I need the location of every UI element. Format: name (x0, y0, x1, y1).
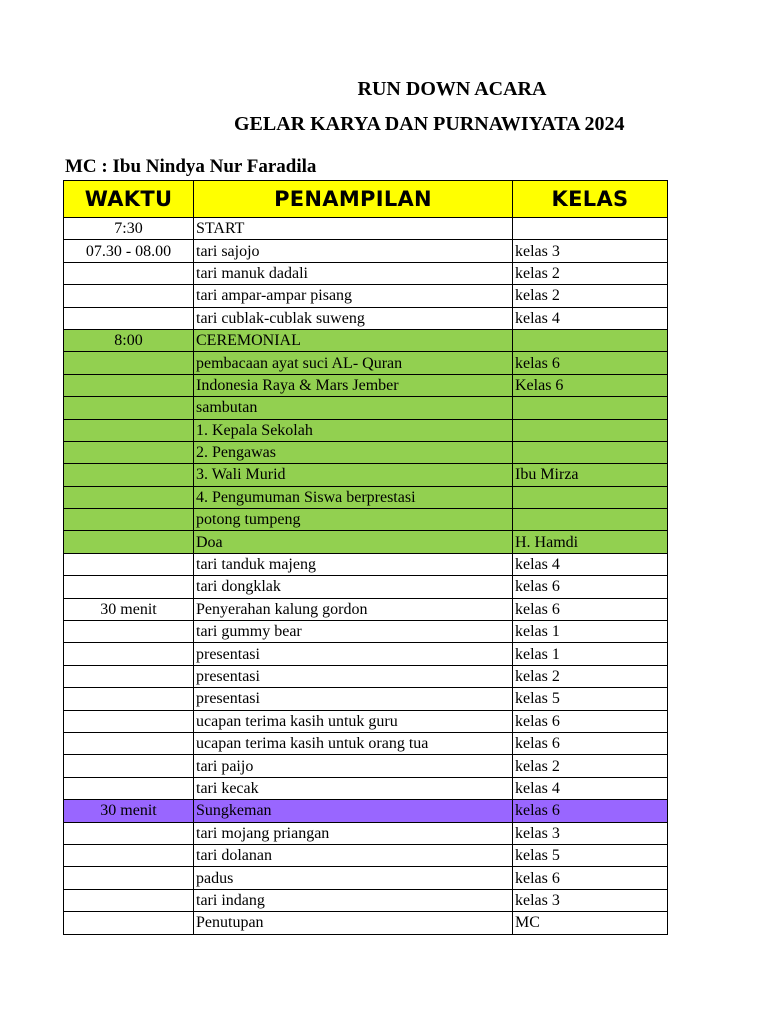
cell-kelas: kelas 4 (513, 777, 668, 799)
cell-kelas (513, 486, 668, 508)
cell-waktu (64, 464, 194, 486)
cell-kelas: kelas 5 (513, 688, 668, 710)
cell-penampilan: Penutupan (194, 912, 513, 934)
rundown-table (63, 180, 668, 935)
cell-kelas: H. Hamdi (513, 531, 668, 553)
cell-waktu (64, 755, 194, 777)
table-row (64, 710, 668, 732)
table-row (64, 777, 668, 799)
cell-kelas: kelas 2 (513, 665, 668, 687)
cell-penampilan: potong tumpeng (194, 509, 513, 531)
cell-kelas (513, 329, 668, 351)
table-row (64, 665, 668, 687)
cell-waktu (64, 486, 194, 508)
cell-waktu (64, 531, 194, 553)
table-row (64, 800, 668, 822)
cell-kelas: kelas 6 (513, 800, 668, 822)
document-title: RUN DOWN ACARA (357, 78, 547, 100)
cell-waktu (64, 822, 194, 844)
table-row (64, 822, 668, 844)
cell-penampilan: tari manuk dadali (194, 262, 513, 284)
cell-penampilan: tari gummy bear (194, 621, 513, 643)
cell-waktu (64, 912, 194, 934)
cell-waktu (64, 643, 194, 665)
cell-waktu (64, 374, 194, 396)
table-row (64, 419, 668, 441)
table-row (64, 867, 668, 889)
cell-kelas (513, 218, 668, 240)
cell-kelas (513, 397, 668, 419)
cell-waktu (64, 665, 194, 687)
cell-waktu (64, 285, 194, 307)
cell-penampilan: ucapan terima kasih untuk guru (194, 710, 513, 732)
table-header-row (64, 181, 668, 218)
cell-penampilan: Sungkeman (194, 800, 513, 822)
table-row (64, 509, 668, 531)
cell-penampilan: tari tanduk majeng (194, 553, 513, 575)
cell-waktu (64, 732, 194, 754)
cell-waktu (64, 844, 194, 866)
cell-kelas: kelas 6 (513, 576, 668, 598)
cell-kelas: kelas 2 (513, 285, 668, 307)
table-row (64, 486, 668, 508)
table-row (64, 889, 668, 911)
cell-waktu: 30 menit (64, 800, 194, 822)
cell-waktu (64, 710, 194, 732)
cell-penampilan: tari dongklak (194, 576, 513, 598)
cell-waktu: 07.30 - 08.00 (64, 240, 194, 262)
cell-waktu (64, 576, 194, 598)
cell-penampilan: 2. Pengawas (194, 441, 513, 463)
cell-kelas (513, 509, 668, 531)
cell-kelas: kelas 2 (513, 262, 668, 284)
table-row (64, 329, 668, 351)
cell-waktu (64, 397, 194, 419)
cell-kelas: Kelas 6 (513, 374, 668, 396)
cell-penampilan: 4. Pengumuman Siswa berprestasi (194, 486, 513, 508)
mc-label: MC : Ibu Nindya Nur Faradila (65, 156, 317, 177)
cell-kelas: kelas 3 (513, 822, 668, 844)
cell-waktu: 7:30 (64, 218, 194, 240)
cell-kelas: kelas 6 (513, 867, 668, 889)
cell-kelas: kelas 4 (513, 553, 668, 575)
cell-kelas: kelas 1 (513, 643, 668, 665)
header-kelas: KELAS (513, 181, 668, 218)
cell-penampilan: 1. Kepala Sekolah (194, 419, 513, 441)
cell-penampilan: sambutan (194, 397, 513, 419)
cell-penampilan: presentasi (194, 688, 513, 710)
cell-penampilan: Doa (194, 531, 513, 553)
table-row (64, 352, 668, 374)
cell-kelas: kelas 2 (513, 755, 668, 777)
cell-waktu (64, 777, 194, 799)
table-row (64, 240, 668, 262)
cell-kelas: kelas 3 (513, 240, 668, 262)
table-row (64, 262, 668, 284)
cell-penampilan: 3. Wali Murid (194, 464, 513, 486)
cell-kelas: kelas 6 (513, 352, 668, 374)
cell-penampilan: tari mojang priangan (194, 822, 513, 844)
table-row (64, 844, 668, 866)
cell-penampilan: START (194, 218, 513, 240)
cell-penampilan: tari kecak (194, 777, 513, 799)
table-row (64, 397, 668, 419)
table-row (64, 598, 668, 620)
table-row (64, 553, 668, 575)
cell-penampilan: ucapan terima kasih untuk orang tua (194, 732, 513, 754)
cell-penampilan: tari paijo (194, 755, 513, 777)
cell-kelas (513, 441, 668, 463)
cell-waktu (64, 621, 194, 643)
cell-penampilan: tari cublak-cublak suweng (194, 307, 513, 329)
header-penampilan: PENAMPILAN (194, 181, 513, 218)
cell-penampilan: pembacaan ayat suci AL- Quran (194, 352, 513, 374)
cell-kelas: kelas 5 (513, 844, 668, 866)
cell-penampilan: CEREMONIAL (194, 329, 513, 351)
cell-kelas: kelas 4 (513, 307, 668, 329)
table-row (64, 285, 668, 307)
cell-waktu (64, 307, 194, 329)
cell-kelas: kelas 3 (513, 889, 668, 911)
table-row (64, 912, 668, 934)
cell-waktu: 8:00 (64, 329, 194, 351)
table-row (64, 307, 668, 329)
table-row (64, 688, 668, 710)
cell-penampilan: presentasi (194, 643, 513, 665)
cell-waktu (64, 419, 194, 441)
cell-penampilan: tari dolanan (194, 844, 513, 866)
cell-kelas: kelas 1 (513, 621, 668, 643)
cell-kelas (513, 419, 668, 441)
cell-penampilan: presentasi (194, 665, 513, 687)
table-row (64, 732, 668, 754)
table-row (64, 218, 668, 240)
cell-waktu (64, 262, 194, 284)
cell-waktu (64, 688, 194, 710)
table-row (64, 643, 668, 665)
cell-penampilan: Penyerahan kalung gordon (194, 598, 513, 620)
table-row (64, 621, 668, 643)
cell-penampilan: padus (194, 867, 513, 889)
cell-penampilan: Indonesia Raya & Mars Jember (194, 374, 513, 396)
cell-waktu (64, 553, 194, 575)
cell-penampilan: tari ampar-ampar pisang (194, 285, 513, 307)
cell-waktu (64, 441, 194, 463)
table-row (64, 441, 668, 463)
cell-kelas: kelas 6 (513, 598, 668, 620)
table-row (64, 374, 668, 396)
cell-penampilan: tari indang (194, 889, 513, 911)
cell-waktu (64, 352, 194, 374)
table-row (64, 755, 668, 777)
cell-kelas: kelas 6 (513, 732, 668, 754)
cell-waktu (64, 889, 194, 911)
cell-waktu: 30 menit (64, 598, 194, 620)
header-waktu: WAKTU (64, 181, 194, 218)
cell-kelas: MC (513, 912, 668, 934)
cell-waktu (64, 509, 194, 531)
cell-penampilan: tari sajojo (194, 240, 513, 262)
cell-kelas: Ibu Mirza (513, 464, 668, 486)
cell-kelas: kelas 6 (513, 710, 668, 732)
cell-waktu (64, 867, 194, 889)
document-subtitle: GELAR KARYA DAN PURNAWIYATA 2024 (234, 113, 625, 135)
table-row (64, 576, 668, 598)
table-row (64, 531, 668, 553)
table-row (64, 464, 668, 486)
